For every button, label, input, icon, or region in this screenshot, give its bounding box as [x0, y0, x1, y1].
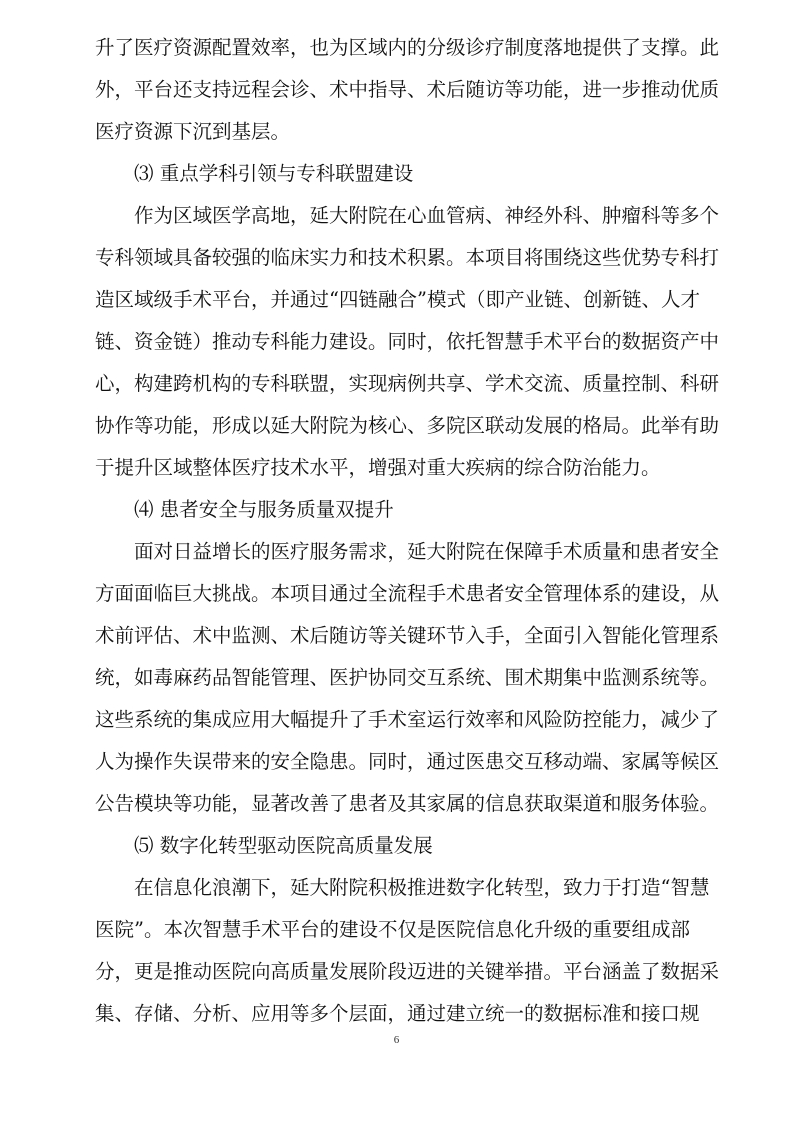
section-heading-3: ⑶ 重点学科引领与专科联盟建设	[134, 162, 414, 185]
text-line: 在信息化浪潮下，延大附院积极推进数字化转型，致力于打造“智慧	[134, 876, 710, 899]
text-line: 协作等功能，形成以延大附院为核心、多院区联动发展的格局。此举有助	[95, 414, 720, 437]
text-line: 于提升区域整体医疗技术水平，增强对重大疾病的综合防治能力。	[95, 456, 661, 479]
text-line: 集、存储、分析、应用等多个层面，通过建立统一的数据标准和接口规	[95, 1002, 700, 1025]
text-line: 医院”。本次智慧手术平台的建设不仅是医院信息化升级的重要组成部	[95, 918, 690, 941]
paragraph-patient-safety	[95, 531, 720, 825]
text-line: 方面面临巨大挑战。本项目通过全流程手术患者安全管理体系的建设，从	[95, 582, 720, 605]
text-line: 人为操作失误带来的安全隐患。同时，通过医患交互移动端、家属等候区	[95, 750, 720, 773]
paragraph-specialty-alliance	[95, 195, 720, 489]
document-body	[95, 27, 720, 1035]
text-line: 链、资金链）推动专科能力建设。同时，依托智慧手术平台的数据资产中	[95, 330, 720, 353]
text-line: 面对日益增长的医疗服务需求，延大附院在保障手术质量和患者安全	[134, 540, 720, 563]
section-heading-4: ⑷ 患者安全与服务质量双提升	[134, 498, 394, 521]
text-line: 统，如毒麻药品智能管理、医护协同交互系统、围术期集中监测系统等。	[95, 666, 720, 689]
text-line: 专科领域具备较强的临床实力和技术积累。本项目将围绕这些优势专科打	[95, 246, 720, 269]
text-line: 作为区域医学高地，延大附院在心血管病、神经外科、肿瘤科等多个	[134, 204, 720, 227]
paragraph-digital-transformation	[95, 867, 720, 1035]
paragraph-continuation	[95, 27, 720, 153]
text-line: 术前评估、术中监测、术后随访等关键环节入手，全面引入智能化管理系	[95, 624, 720, 647]
text-line: 外，平台还支持远程会诊、术中指导、术后随访等功能，进一步推动优质	[95, 78, 720, 101]
text-line: 造区域级手术平台，并通过“四链融合”模式（即产业链、创新链、人才	[95, 288, 700, 311]
text-line: 这些系统的集成应用大幅提升了手术室运行效率和风险防控能力，减少了	[95, 708, 720, 731]
text-line: 心，构建跨机构的专科联盟，实现病例共享、学术交流、质量控制、科研	[95, 372, 720, 395]
text-line: 升了医疗资源配置效率，也为区域内的分级诊疗制度落地提供了支撑。此	[95, 36, 720, 59]
page-number: 6	[393, 1034, 400, 1046]
section-heading-5: ⑸ 数字化转型驱动医院高质量发展	[134, 834, 433, 857]
text-line: 公告模块等功能，显著改善了患者及其家属的信息获取渠道和服务体验。	[95, 792, 720, 815]
text-line: 分，更是推动医院向高质量发展阶段迈进的关键举措。平台涵盖了数据采	[95, 960, 720, 983]
text-line: 医疗资源下沉到基层。	[95, 120, 291, 143]
